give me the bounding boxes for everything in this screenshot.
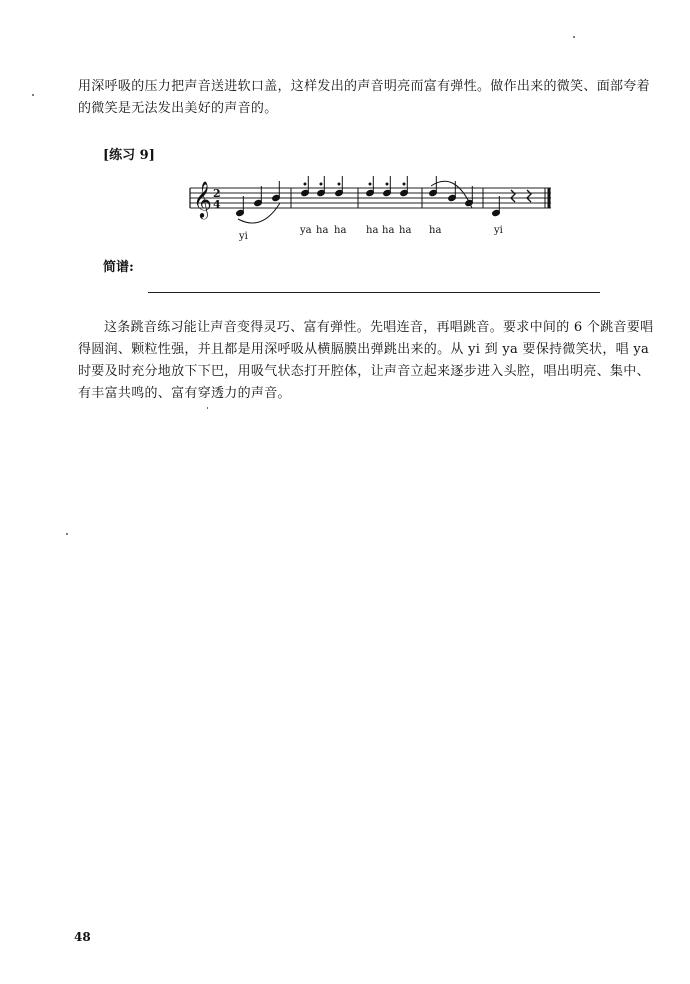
measure-2 [301, 176, 344, 197]
lyrics [238, 225, 503, 242]
measure-1 [236, 181, 281, 223]
lyric: ha [382, 225, 395, 236]
lyric: ha [399, 225, 412, 236]
scan-speck [207, 407, 208, 409]
lyric: ha [334, 225, 347, 236]
jianpu-label: 简谱: [103, 260, 134, 275]
lyric: ha [429, 225, 442, 236]
lyric: yi [494, 225, 503, 236]
jianpu-blank-line [148, 292, 600, 293]
intro-paragraph: 用深呼吸的压力把声音送进软口盖，这样发出的声音明亮而富有弹性。做作出来的微笑、面部夸着的微笑是无法发出美好的声音的。 [78, 79, 650, 116]
quarter-rest-icon [527, 190, 531, 202]
time-signature-top: 2 [213, 187, 221, 200]
music-staff [0, 0, 690, 250]
page-number: 48 [74, 930, 91, 944]
scan-speck [573, 36, 575, 38]
lyric: ya [300, 225, 312, 236]
staccato-dot [320, 183, 322, 185]
scan-speck [32, 94, 34, 96]
exercise-title: [练习 9] [103, 148, 155, 163]
staccato-dot [386, 183, 388, 185]
staccato-dot [369, 183, 371, 185]
explanation-paragraph: 这条跳音练习能让声音变得灵巧、富有弹性。先唱连音，再唱跳音。要求中间的 6 个跳音要唱得圆润、颗粒性强，并且都是用深呼吸从横膈膜出弹跳出来的。从 yi 到 ya 要保持微笑状，唱 ya 时要及时充分地放下下巴，用吸气状态打开腔体，让声音立起来逐步进入头腔，唱出明亮、集中、有丰富共鸣的、富有穿透力的声音。 [78, 320, 654, 401]
staccato-dot [304, 183, 306, 185]
measure-3 [366, 176, 409, 197]
lyric: ha [366, 225, 379, 236]
quarter-rest-icon [511, 190, 515, 202]
lyric: yi [239, 231, 248, 242]
lyric: ha [316, 225, 329, 236]
staccato-dot [403, 183, 405, 185]
time-signature-bottom: 4 [213, 198, 221, 211]
staccato-dot [338, 183, 340, 185]
slur [238, 203, 280, 223]
treble-clef-icon: 𝄞 [193, 180, 212, 218]
scan-speck [66, 533, 68, 535]
